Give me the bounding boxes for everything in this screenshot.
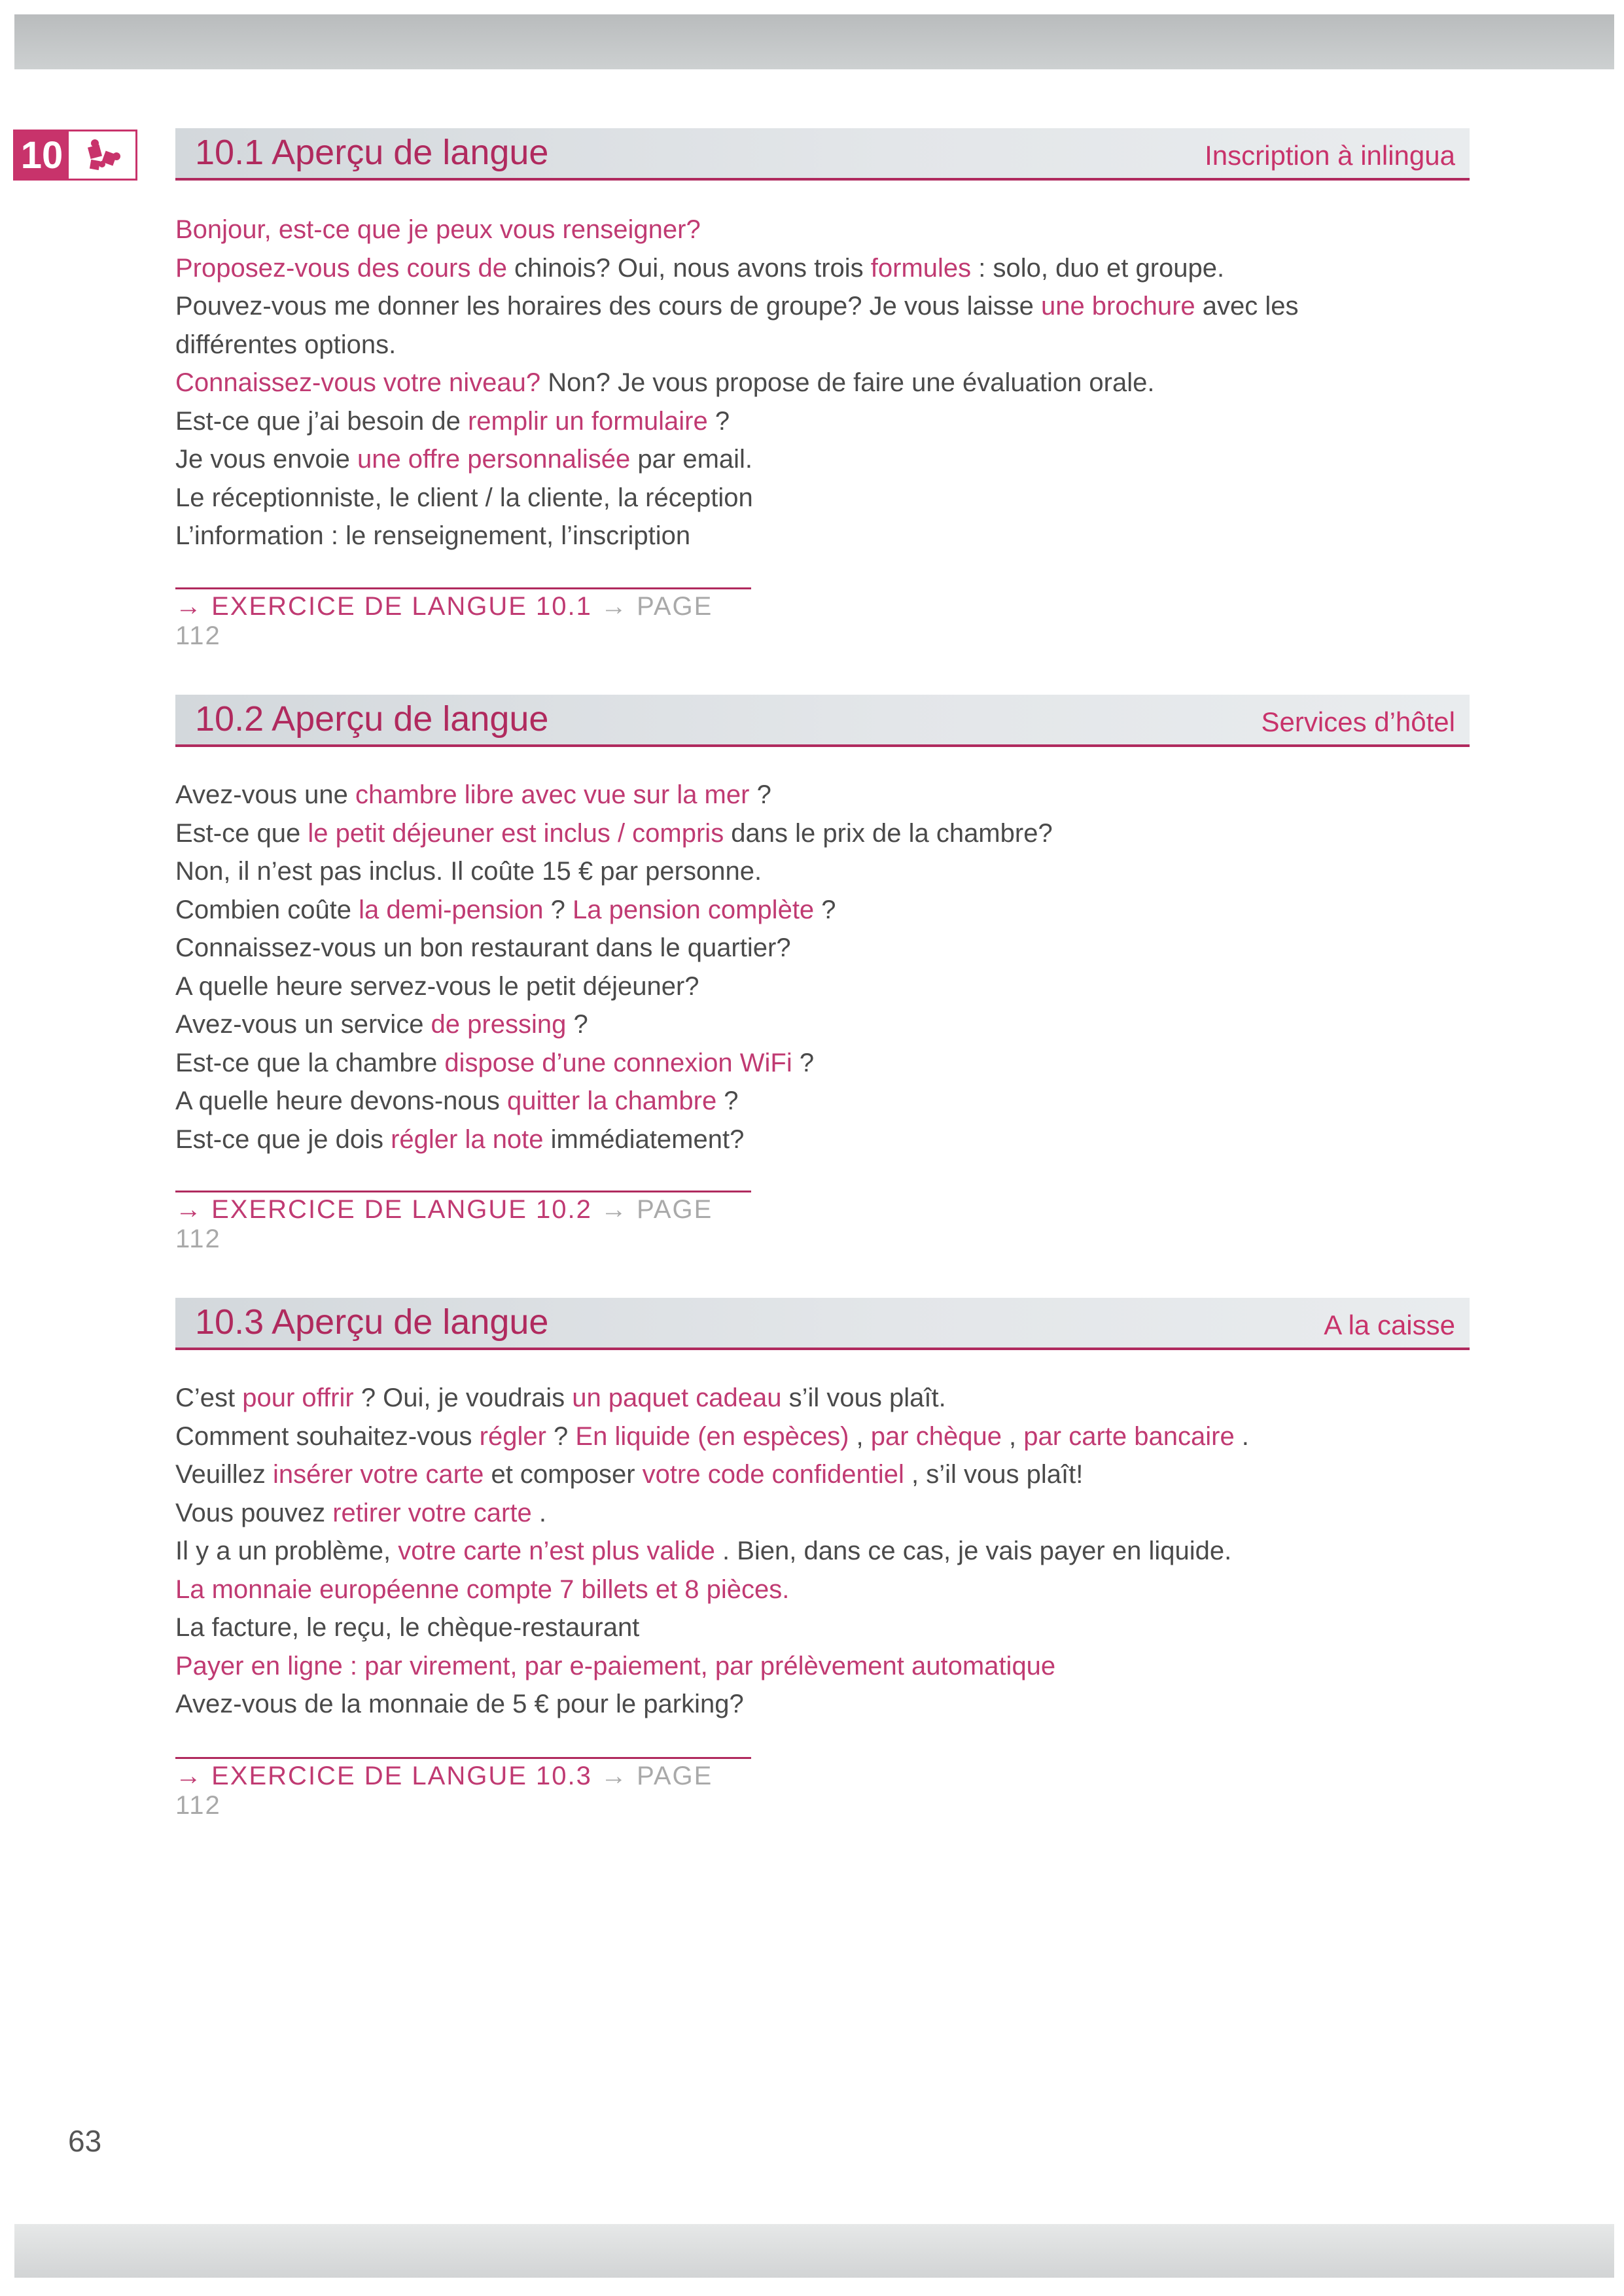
plain-text: s’il vous plaît. (781, 1383, 946, 1412)
highlighted-phrase: formules (870, 253, 972, 283)
highlighted-phrase: un paquet cadeau (572, 1383, 782, 1412)
section-topic: Inscription à inlingua (1205, 140, 1455, 171)
plain-text: . (531, 1498, 546, 1527)
plain-text: Connaissez-vous un bon restaurant dans le quartier? (175, 933, 791, 962)
text-line (175, 287, 1373, 364)
text-line (175, 1455, 1451, 1494)
exercise-page: PAGE 112 (175, 1195, 713, 1253)
text-line (175, 1082, 1451, 1121)
text-line (175, 852, 1451, 891)
text-line (175, 776, 1451, 814)
exercise-page: PAGE 112 (175, 1762, 713, 1820)
scan-edge-top (14, 14, 1614, 69)
plain-text: Non, il n’est pas inclus. Il coûte 15 € par personne. (175, 857, 762, 886)
plain-text: Pouvez-vous me donner les horaires des cours de groupe? Je vous laisse (175, 292, 1041, 321)
text-line (175, 929, 1451, 967)
plain-text: A quelle heure devons-nous (175, 1087, 508, 1115)
section-header-10-1 (175, 128, 1470, 181)
highlighted-phrase: remplir un formulaire (467, 406, 708, 436)
plain-text: ? (707, 406, 730, 436)
text-line (175, 1571, 1451, 1609)
text-line (175, 1121, 1451, 1159)
plain-text: . (1234, 1421, 1249, 1451)
highlighted-phrase: dispose d’une connexion WiFi (444, 1048, 792, 1077)
highlighted-phrase: La pension complète (573, 895, 815, 924)
plain-text: ? (814, 895, 836, 924)
arrow-right-icon: → (175, 1195, 212, 1224)
plain-text: C’est (175, 1383, 243, 1412)
arrow-right-icon: → (175, 1762, 212, 1790)
text-line (175, 402, 1451, 441)
plain-text: immédiatement? (543, 1124, 745, 1154)
plain-text: ? (749, 780, 771, 809)
text-line (175, 517, 1451, 555)
exercise-label: EXERCICE DE LANGUE 10.2 (211, 1195, 592, 1224)
chapter-number: 10 (15, 131, 69, 179)
plain-text: , s’il vous plaît! (904, 1460, 1084, 1489)
highlighted-phrase: quitter la chambre (507, 1087, 717, 1115)
highlighted-phrase: Bonjour, est-ce que je peux vous renseigner? (175, 215, 701, 244)
highlighted-phrase: Connaissez-vous votre niveau? (175, 368, 541, 397)
plain-text: Comment souhaitez-vous (175, 1421, 480, 1451)
section-title: 10.3 Aperçu de langue (195, 1302, 549, 1342)
arrow-right-icon: → (591, 1762, 637, 1790)
plain-text: Est-ce que je dois (175, 1124, 391, 1154)
highlighted-phrase: retirer votre carte (332, 1498, 532, 1527)
plain-text: par email. (630, 445, 753, 474)
section-title: 10.2 Aperçu de langue (195, 699, 549, 739)
plain-text: Il y a un problème, (175, 1537, 398, 1565)
highlighted-phrase: par chèque (870, 1421, 1002, 1451)
highlighted-phrase: pour offrir (242, 1383, 354, 1412)
plain-text: A quelle heure servez-vous le petit déjeuner? (175, 971, 699, 1001)
exercise-link-10-3[interactable] (175, 1757, 751, 1820)
plain-text: ? (716, 1087, 739, 1115)
text-line (175, 211, 1451, 249)
plain-text: , (1001, 1421, 1024, 1451)
puzzle-icon (69, 131, 135, 179)
plain-text: Veuillez (175, 1460, 273, 1489)
plain-text: La facture, le reçu, le chèque-restaurant (175, 1613, 640, 1642)
plain-text: Avez-vous un service (175, 1010, 431, 1039)
text-line (175, 814, 1451, 853)
section-header-10-3 (175, 1298, 1470, 1350)
plain-text: Avez-vous une (175, 780, 355, 809)
plain-text: Est-ce que (175, 818, 308, 848)
plain-text: . Bien, dans ce cas, je vais payer en liquide. (715, 1537, 1232, 1565)
plain-text: : solo, duo et groupe. (971, 253, 1225, 283)
text-line (175, 1494, 1451, 1533)
plain-text: Avez-vous de la monnaie de 5 € pour le parking? (175, 1690, 744, 1718)
text-line (175, 1379, 1451, 1418)
exercise-page: PAGE 112 (175, 592, 713, 650)
plain-text: Est-ce que j’ai besoin de (175, 406, 468, 436)
text-line (175, 1647, 1451, 1686)
section-title: 10.1 Aperçu de langue (195, 133, 549, 172)
plain-text: dans le prix de la chambre? (724, 818, 1053, 848)
text-line (175, 1685, 1451, 1724)
exercise-link-10-2[interactable] (175, 1191, 751, 1254)
arrow-right-icon: → (591, 1195, 637, 1224)
highlighted-phrase: insérer votre carte (272, 1460, 484, 1489)
highlighted-phrase: une offre personnalisée (357, 445, 631, 474)
text-line (175, 249, 1451, 288)
plain-text: Non? Je vous propose de faire une évaluation orale. (540, 368, 1155, 397)
exercise-link-10-1[interactable] (175, 587, 751, 651)
highlighted-phrase: Payer en ligne : par virement, par e-paiement, par prélèvement automatique (175, 1651, 1056, 1680)
plain-text: Vous pouvez (175, 1498, 333, 1527)
plain-text: et composer (484, 1460, 643, 1489)
highlighted-phrase: le petit déjeuner est inclus / compris (308, 818, 724, 848)
text-line (175, 364, 1451, 402)
plain-text: ? (792, 1048, 815, 1077)
highlighted-phrase: régler (479, 1421, 546, 1451)
highlighted-phrase: la demi-pension (359, 895, 544, 924)
text-line (175, 479, 1451, 517)
plain-text: ? (546, 1421, 576, 1451)
scan-edge-bottom (14, 2224, 1614, 2278)
plain-text: Le réceptionniste, le client / la cliente, la réception (175, 483, 753, 512)
plain-text: ? (543, 895, 573, 924)
highlighted-phrase: chambre libre avec vue sur la mer (355, 780, 750, 809)
exercise-label: EXERCICE DE LANGUE 10.1 (211, 592, 592, 621)
plain-text: Je vous envoie (175, 445, 357, 474)
plain-text: avec les différentes options. (175, 292, 1299, 359)
section-topic: A la caisse (1324, 1310, 1455, 1340)
text-line (175, 967, 1451, 1006)
highlighted-phrase: une brochure (1040, 292, 1195, 321)
highlighted-phrase: En liquide (en espèces) (575, 1421, 849, 1451)
text-line (175, 891, 1451, 930)
text-line (175, 1418, 1451, 1456)
highlighted-phrase: votre code confidentiel (642, 1460, 904, 1489)
section-header-10-2 (175, 695, 1470, 747)
section-topic: Services d’hôtel (1261, 706, 1455, 737)
plain-text: , (849, 1421, 871, 1451)
text-line (175, 1609, 1451, 1647)
section-body-10-3 (175, 1379, 1451, 1724)
plain-text: chinois? Oui, nous avons trois (506, 253, 871, 283)
section-body-10-2 (175, 776, 1451, 1158)
plain-text: Combien coûte (175, 895, 359, 924)
highlighted-phrase: par carte bancaire (1023, 1421, 1235, 1451)
highlighted-phrase: votre carte n’est plus valide (398, 1537, 715, 1565)
text-line (175, 1044, 1451, 1083)
chapter-badge (13, 130, 137, 181)
arrow-right-icon: → (591, 592, 637, 621)
page-number: 63 (68, 2124, 102, 2158)
plain-text: ? (566, 1010, 588, 1039)
highlighted-phrase: La monnaie européenne compte 7 billets et 8 pièces. (175, 1574, 790, 1604)
plain-text: L’information : le renseignement, l’inscription (175, 521, 691, 550)
highlighted-phrase: de pressing (431, 1010, 567, 1039)
text-line (175, 1532, 1451, 1571)
plain-text: Est-ce que la chambre (175, 1048, 445, 1077)
highlighted-phrase: régler la note (391, 1124, 544, 1154)
text-line (175, 440, 1451, 479)
section-body-10-1 (175, 211, 1451, 555)
plain-text: ? Oui, je voudrais (353, 1383, 573, 1412)
highlighted-phrase: Proposez-vous des cours de (175, 253, 507, 283)
exercise-label: EXERCICE DE LANGUE 10.3 (211, 1762, 592, 1790)
arrow-right-icon: → (175, 592, 212, 621)
text-line (175, 1005, 1451, 1044)
